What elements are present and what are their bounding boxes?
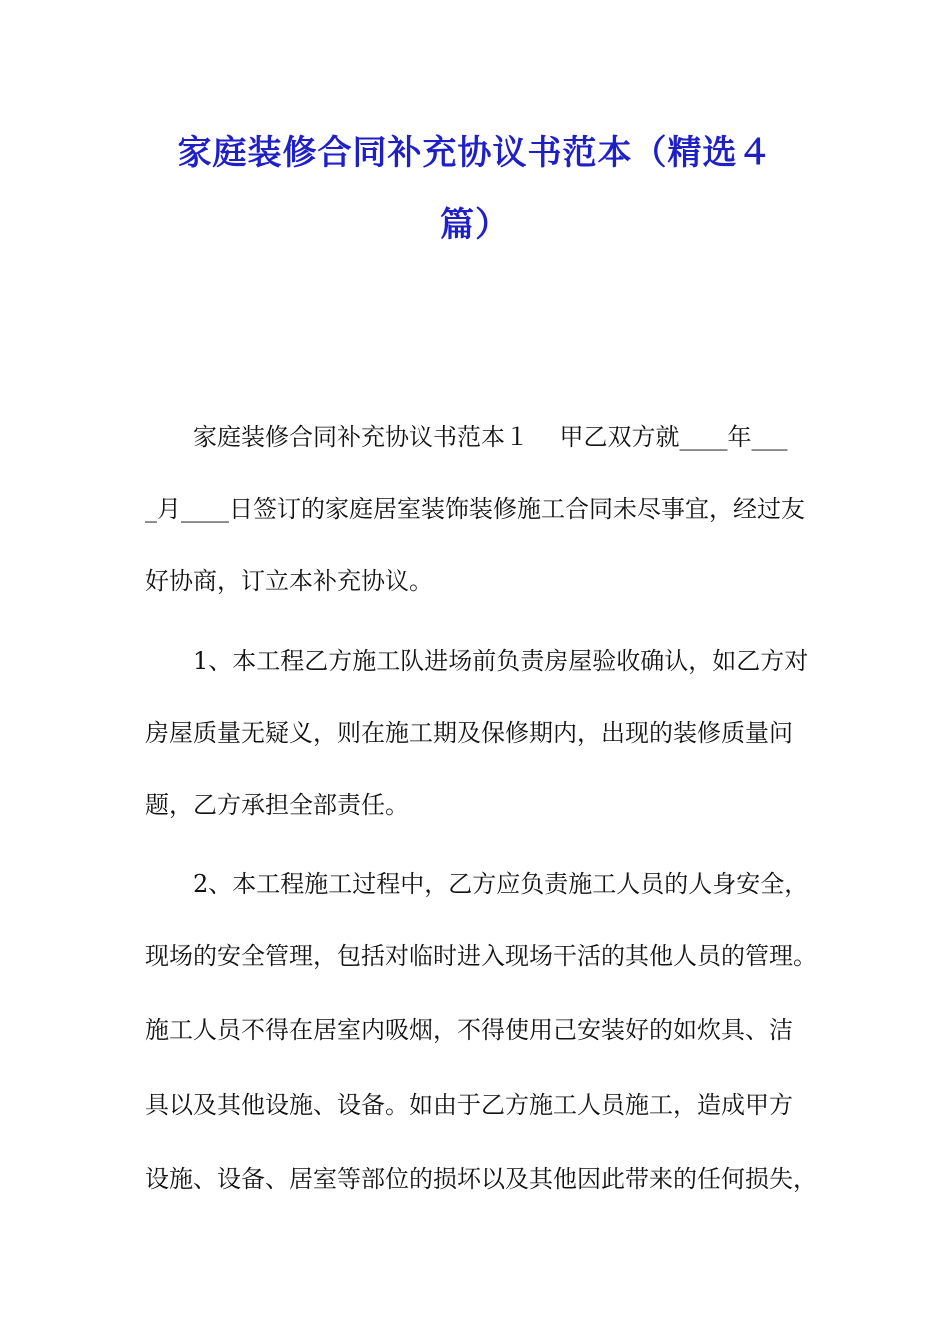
- paragraph-intro-line-1: 家庭装修合同补充协议书范本１ 甲乙双方就____年___: [193, 423, 788, 451]
- clause-1-line-1: 1、本工程乙方施工队进场前负责房屋验收确认，如乙方对: [193, 647, 809, 675]
- paragraph-intro-line-3: 好协商，订立本补充协议。: [145, 567, 433, 595]
- clause-1-line-3: 题，乙方承担全部责任。: [145, 791, 409, 819]
- document-title-line-1: 家庭装修合同补充协议书范本（精选４: [177, 133, 773, 173]
- clause-2-line-4: 具以及其他设施、设备。如由于乙方施工人员施工，造成甲方: [145, 1091, 793, 1119]
- document-title-line-2: 篇）: [440, 205, 510, 245]
- clause-2-line-1: 2、本工程施工过程中，乙方应负责施工人员的人身安全，: [193, 870, 809, 898]
- clause-1-line-2: 房屋质量无疑义，则在施工期及保修期内，出现的装修质量问: [145, 719, 793, 747]
- clause-2-line-2: 现场的安全管理，包括对临时进入现场干活的其他人员的管理。: [145, 942, 817, 970]
- clause-2-line-5: 设施、设备、居室等部位的损坏以及其他因此带来的任何损失，: [145, 1165, 817, 1193]
- paragraph-intro-line-2: _月____日签订的家庭居室装饰装修施工合同未尽事宜，经过友: [145, 495, 805, 523]
- clause-2-line-3: 施工人员不得在居室内吸烟，不得使用己安装好的如炊具、洁: [145, 1016, 793, 1044]
